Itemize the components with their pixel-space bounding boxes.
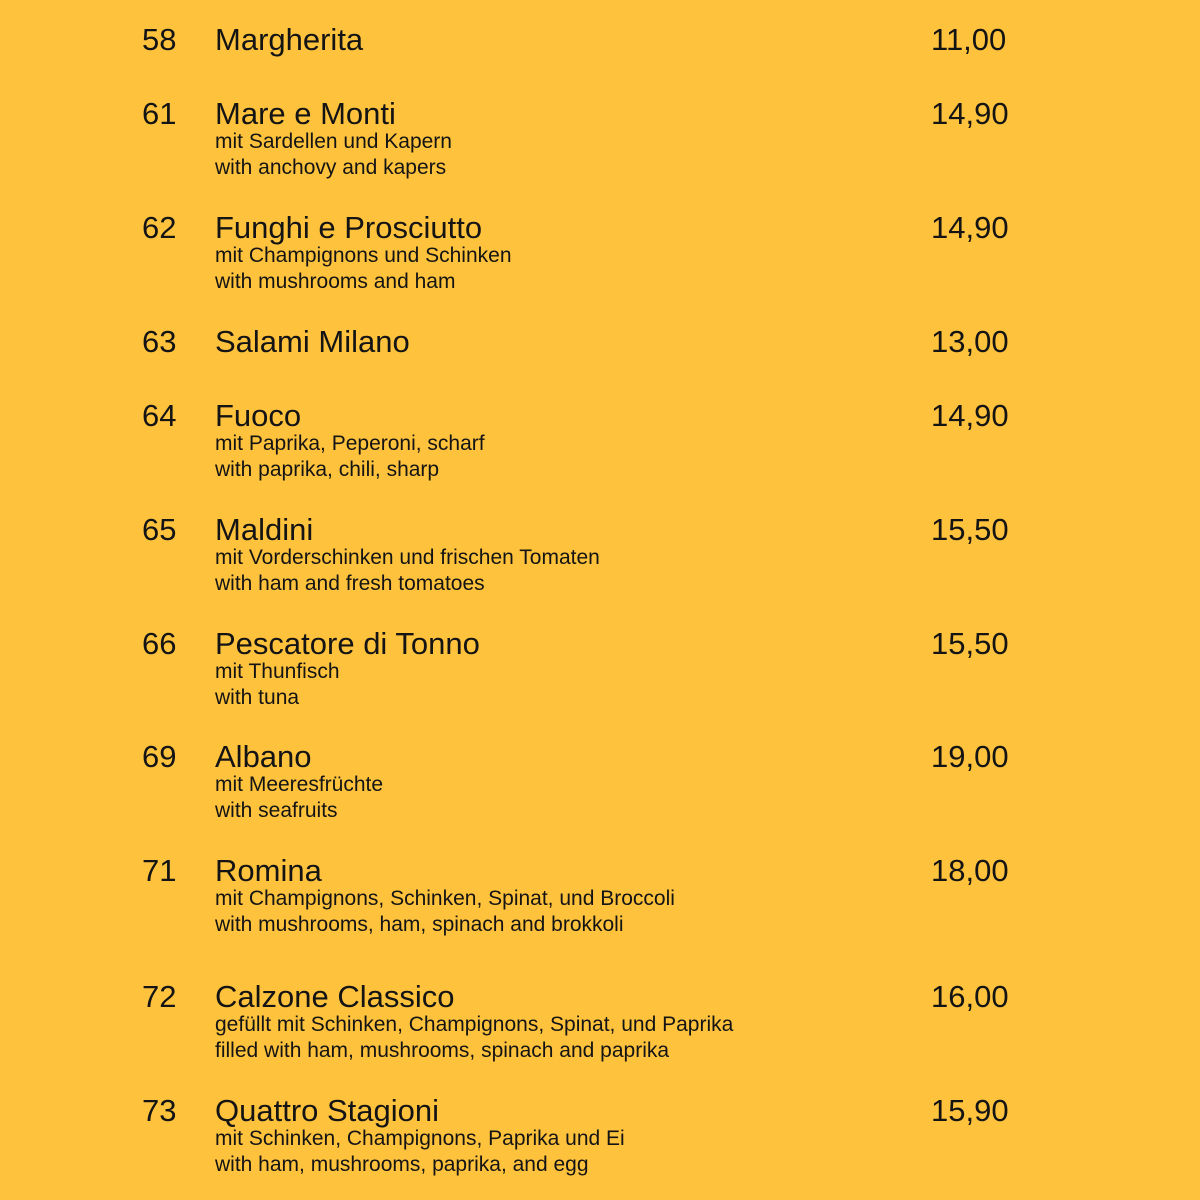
item-name: Margherita	[215, 22, 364, 57]
item-description-en: with tuna	[215, 686, 300, 709]
item-description-en: with seafruits	[215, 799, 338, 822]
item-description-de: mit Meeresfrüchte	[215, 773, 384, 796]
item-description-en: with mushrooms, ham, spinach and brokkoli	[215, 913, 624, 936]
item-description-de: mit Thunfisch	[215, 660, 340, 683]
item-name: Pescatore di Tonno	[215, 626, 480, 661]
item-name: Fuoco	[215, 398, 302, 433]
item-name: Calzone Classico	[215, 979, 455, 1014]
item-number: 65	[142, 512, 177, 547]
item-name: Funghi e Prosciutto	[215, 210, 483, 245]
item-name: Quattro Stagioni	[215, 1093, 440, 1128]
item-name: Maldini	[215, 512, 314, 547]
item-price: 19,00	[931, 739, 1009, 774]
item-price: 15,90	[931, 1093, 1009, 1128]
item-name: Salami Milano	[215, 324, 410, 359]
item-description-en: with anchovy and kapers	[215, 156, 447, 179]
item-number: 58	[142, 22, 177, 57]
item-number: 62	[142, 210, 177, 245]
item-price: 11,00	[931, 22, 1007, 57]
item-description-de: mit Champignons, Schinken, Spinat, und Broccoli	[215, 887, 675, 910]
item-description-de: mit Paprika, Peperoni, scharf	[215, 432, 485, 455]
item-description-de: mit Sardellen und Kapern	[215, 130, 452, 153]
item-price: 14,90	[931, 210, 1009, 245]
item-description-de: mit Schinken, Champignons, Paprika und Ei	[215, 1127, 625, 1150]
item-price: 14,90	[931, 398, 1009, 433]
item-number: 71	[142, 853, 177, 888]
item-number: 63	[142, 324, 177, 359]
item-description-de: mit Champignons und Schinken	[215, 244, 512, 267]
item-price: 15,50	[931, 626, 1009, 661]
item-description-en: with ham and fresh tomatoes	[215, 572, 485, 595]
item-price: 18,00	[931, 853, 1009, 888]
item-price: 16,00	[931, 979, 1009, 1014]
item-name: Romina	[215, 853, 322, 888]
item-number: 64	[142, 398, 177, 433]
item-description-de: gefüllt mit Schinken, Champignons, Spinat, und Paprika	[215, 1013, 734, 1036]
item-description-en: with mushrooms and ham	[215, 270, 456, 293]
item-number: 66	[142, 626, 177, 661]
item-description-en: filled with ham, mushrooms, spinach and paprika	[215, 1039, 670, 1062]
item-price: 15,50	[931, 512, 1009, 547]
item-description-de: mit Vorderschinken und frischen Tomaten	[215, 546, 600, 569]
item-number: 72	[142, 979, 177, 1014]
item-number: 69	[142, 739, 177, 774]
item-description-en: with paprika, chili, sharp	[215, 458, 440, 481]
item-description-en: with ham, mushrooms, paprika, and egg	[215, 1153, 589, 1176]
item-number: 61	[142, 96, 177, 131]
item-name: Albano	[215, 739, 312, 774]
item-price: 13,00	[931, 324, 1009, 359]
item-price: 14,90	[931, 96, 1009, 131]
item-number: 73	[142, 1093, 177, 1128]
item-name: Mare e Monti	[215, 96, 396, 131]
